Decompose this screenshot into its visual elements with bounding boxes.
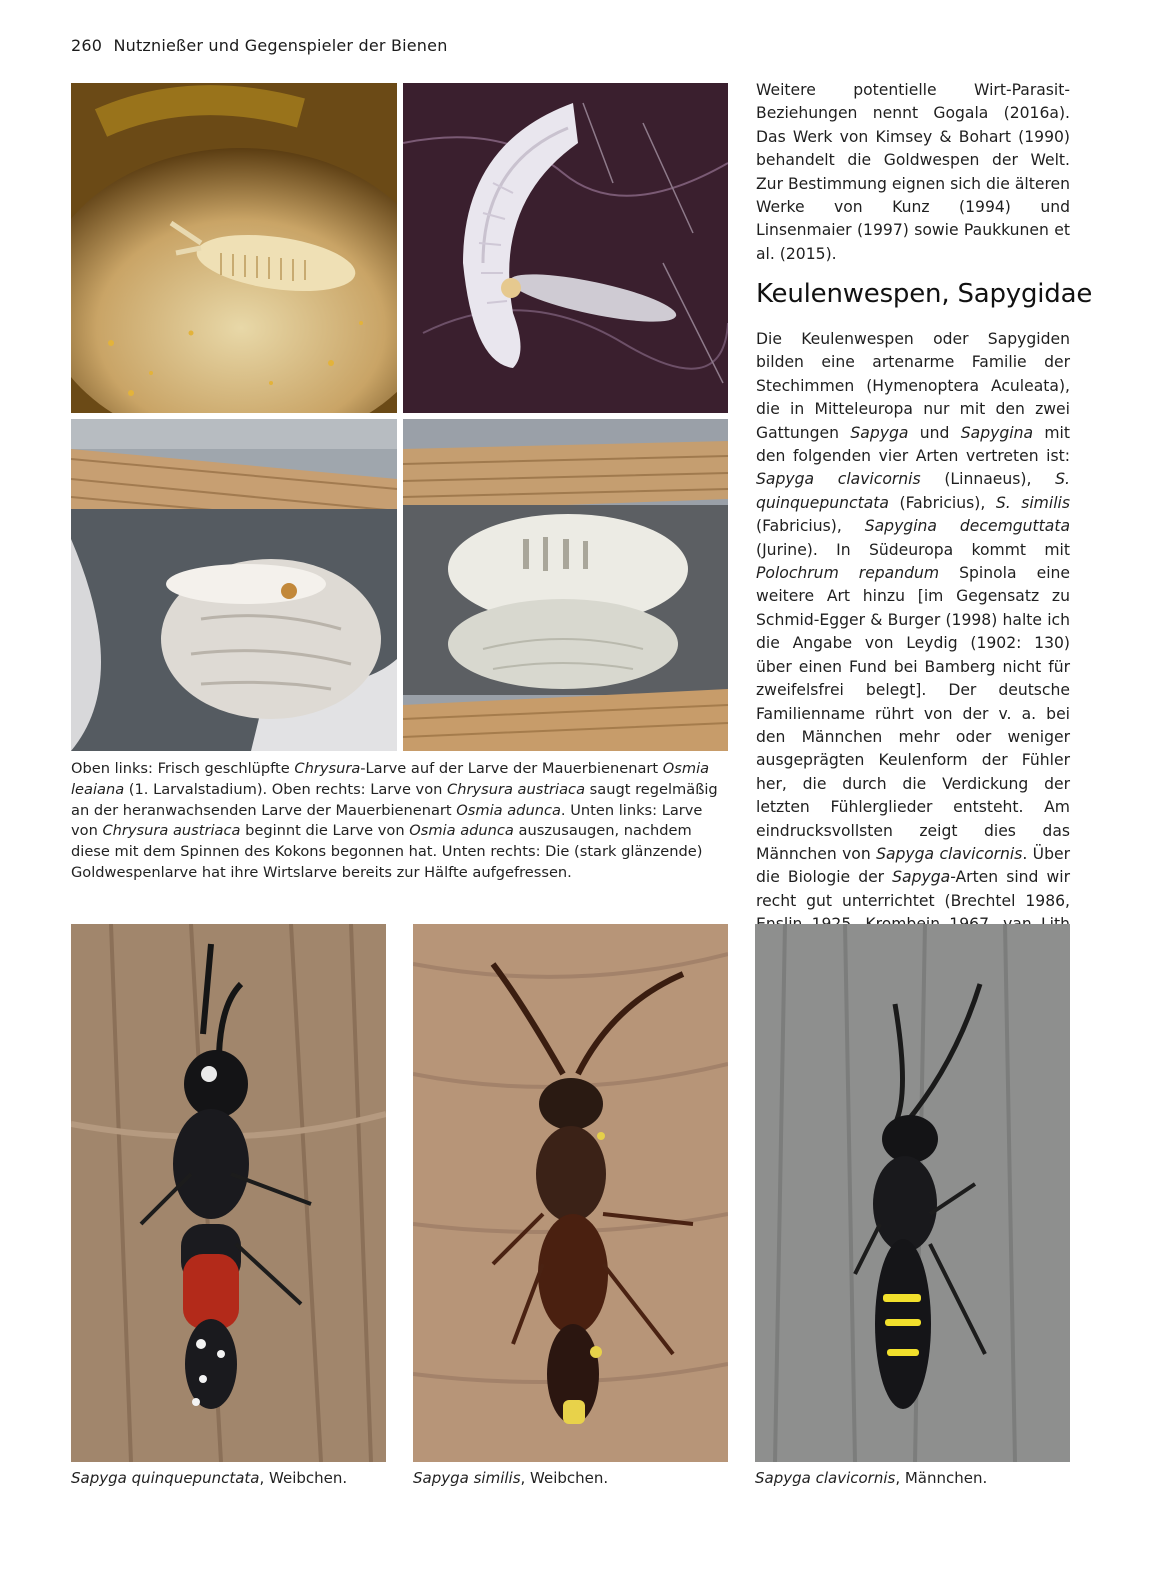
text-run: (1. Larvalstadium). Oben rechts: Larve von	[124, 780, 448, 798]
photo-larva-bottom-right	[403, 419, 728, 751]
species-caption-2	[413, 1469, 608, 1487]
italic-run: Sapygina	[960, 423, 1034, 442]
species-caption-3	[755, 1469, 987, 1487]
photo-sapyga-similis	[413, 924, 728, 1462]
text-run: -Arten sind wir recht gut unterrichtet (Brechtel 1986,	[756, 868, 1070, 910]
italic-run: Osmia leaiana	[71, 760, 710, 798]
text-run: . Unten links: Larve von	[71, 801, 703, 840]
running-header	[71, 36, 448, 55]
larvae-figure-caption	[71, 759, 729, 884]
italic-run: Osmia adunca	[409, 822, 514, 840]
species-sex: , Weibchen.	[520, 1469, 609, 1487]
italic-run: Sapygina decemguttata	[864, 517, 1070, 536]
text-run: (Linnaeus),	[920, 470, 1056, 489]
text-run: (Jurine). In Südeuropa kommt mit	[756, 540, 1070, 559]
text-run: beginnt die Larve von	[240, 822, 410, 840]
photo-sapyga-clavicornis	[755, 924, 1070, 1462]
text-run: -Larve auf der Larve der Mauerbienenart	[360, 760, 663, 777]
species-sex: , Weibchen.	[259, 1469, 348, 1487]
section-paragraph	[756, 328, 1070, 960]
larvae-caption-text	[71, 760, 718, 881]
italic-run: S. similis	[995, 493, 1070, 512]
text-run: (Fabricius),	[756, 517, 865, 536]
section-heading: Keulenwespen, Sapygidae	[756, 279, 1093, 309]
italic-run: Sapyga	[850, 423, 909, 442]
intro-paragraph: Weitere potentielle Wirt-Parasit-Beziehungen nennt Gogala (2016a). Das Werk von Kimsey & Bohart (1990) behandelt die Goldwespen der Welt. Zur Bestimmung eignen sich die älteren Werke von Kunz (1994) und Linsenmaier (1997) sowie Paukkunen et al. (2015).	[756, 81, 1070, 263]
text-run: mit den folgenden vier Arten vertreten ist:	[756, 423, 1071, 466]
species-name: Sapyga clavicornis	[755, 1469, 896, 1487]
species-name: Sapyga quinquepunctata	[71, 1469, 260, 1487]
photo-larva-top-left	[71, 83, 397, 413]
italic-run: Polochrum repandum	[756, 564, 940, 583]
italic-run: S. quinquepunctata	[756, 470, 1070, 512]
italic-run: Chrysura austriaca	[102, 822, 241, 840]
italic-run: Osmia adunca	[456, 801, 561, 819]
photo-larva-top-right	[403, 83, 728, 413]
italic-run: Chrysura	[294, 760, 361, 777]
italic-run: Sapyga	[892, 868, 951, 887]
text-run: auszusaugen, nachdem diese mit dem Spinnen des Kokons begonnen hat. Unten rechts: Die (stark glänzende) Goldwespenlarve hat ihre Wirtslarve bereits zur Hälfte aufgefressen.	[71, 822, 703, 881]
species-sex: , Männchen.	[895, 1469, 988, 1487]
text-run: Spinola eine weitere Art hinzu [im Gegensatz zu Schmid-Egger & Burger (1998) halte ich die Angabe von Leydig (1902: 130) über einen Fund bei Bamberg nicht für zweifelsfrei belegt]. Der deutsche Familienname rührt von der v. a. bei den Männchen mehr oder weniger ausgeprägten Keulenform der Fühler her, die durch die Verdickung der letzten Fühlerglieder entsteht. Am eindrucksvollsten zeigt dies das Männchen von	[756, 564, 1071, 863]
species-name: Sapyga similis	[413, 1469, 521, 1487]
text-run: Oben links: Frisch geschlüpfte	[71, 760, 295, 777]
species-caption-1	[71, 1469, 347, 1487]
photo-larva-bottom-left	[71, 419, 397, 751]
italic-run: Sapyga clavicornis	[876, 844, 1023, 863]
italic-run: Sapyga clavicornis	[756, 470, 921, 489]
page-number: 260	[71, 36, 103, 55]
photo-sapyga-quinquepunctata	[71, 924, 386, 1462]
text-run: saugt regelmäßig an der heranwachsenden Larve der Mauerbienenart	[71, 780, 718, 819]
section-paragraph-text	[756, 330, 1070, 957]
text-run: und	[908, 423, 961, 442]
italic-run: Chrysura austriaca	[447, 780, 586, 798]
text-run: (Fabricius),	[888, 493, 996, 512]
text-run: Die Keulenwespen oder Sapygiden bilden eine artenarme Familie der Stechimmen (Hymenoptera Aculeata), die in Mitteleuropa nur mit den zwei Gattungen	[756, 330, 1070, 442]
text-run: . Über die Biologie der	[756, 844, 1070, 887]
running-title: Nutznießer und Gegenspieler der Bienen	[113, 36, 448, 55]
